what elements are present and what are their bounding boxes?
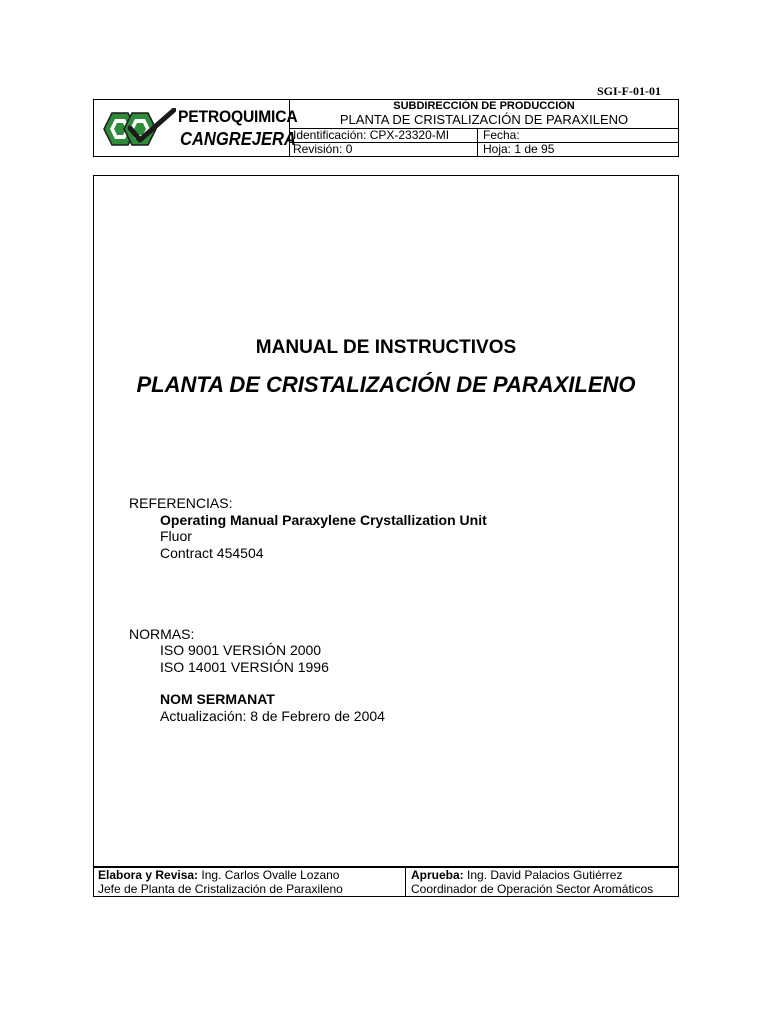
petroquimica-logo-icon — [102, 108, 176, 150]
norma-item: ISO 14001 VERSIÓN 1996 — [160, 659, 329, 675]
elabora-label: Elabora y Revisa: — [98, 868, 199, 882]
subdireccion-heading: SUBDIRECCIÓN DE PRODUCCIÓN — [393, 100, 575, 112]
referencia-company: Fluor — [160, 528, 192, 544]
plant-title: PLANTA DE CRISTALIZACIÓN DE PARAXILENO — [136, 372, 636, 397]
document-code: SGI-F-01-01 — [597, 84, 661, 98]
elabora-role: Jefe de Planta de Cristalización de Paraxileno — [98, 882, 343, 896]
aprueba-line — [411, 868, 622, 882]
manual-title: MANUAL DE INSTRUCTIVOS — [255, 337, 517, 358]
fecha-field: Fecha: — [483, 128, 520, 142]
header-plant-title: PLANTA DE CRISTALIZACIÓN DE PARAXILENO — [290, 112, 678, 129]
norma-item: ISO 9001 VERSIÓN 2000 — [160, 642, 322, 658]
header-row-identificacion — [290, 128, 678, 143]
actualizacion-date: Actualización: 8 de Febrero de 2004 — [160, 708, 385, 724]
nom-sermanat: NOM SERMANAT — [160, 691, 275, 707]
referencia-contract: Contract 454504 — [160, 545, 264, 561]
referencia-manual: Operating Manual Paraxylene Crystallization Unit — [160, 512, 487, 528]
company-logo — [94, 100, 298, 156]
referencias-label: REFERENCIAS: — [129, 495, 233, 511]
aprueba-role: Coordinador de Operación Sector Aromáticos — [411, 882, 654, 896]
normas-label: NORMAS: — [129, 626, 195, 642]
aprueba-label: Aprueba: — [411, 868, 464, 882]
identificacion-field: Identificación: CPX-23320-MI — [290, 128, 478, 142]
logo-text-cangrejera: CANGREJERA — [180, 129, 296, 149]
footer-column-divider — [405, 867, 406, 896]
elabora-name: Ing. Carlos Ovalle Lozano — [198, 868, 340, 882]
hoja-field: Hoja: 1 de 95 — [483, 142, 555, 156]
elabora-line — [98, 868, 339, 882]
logo-text-petroquimica: PETROQUIMICA — [178, 107, 298, 126]
aprueba-name: Ing. David Palacios Gutiérrez — [463, 868, 623, 882]
document-header — [93, 99, 679, 157]
revision-field: Revisión: 0 — [290, 142, 478, 156]
header-row-revision — [290, 142, 678, 156]
